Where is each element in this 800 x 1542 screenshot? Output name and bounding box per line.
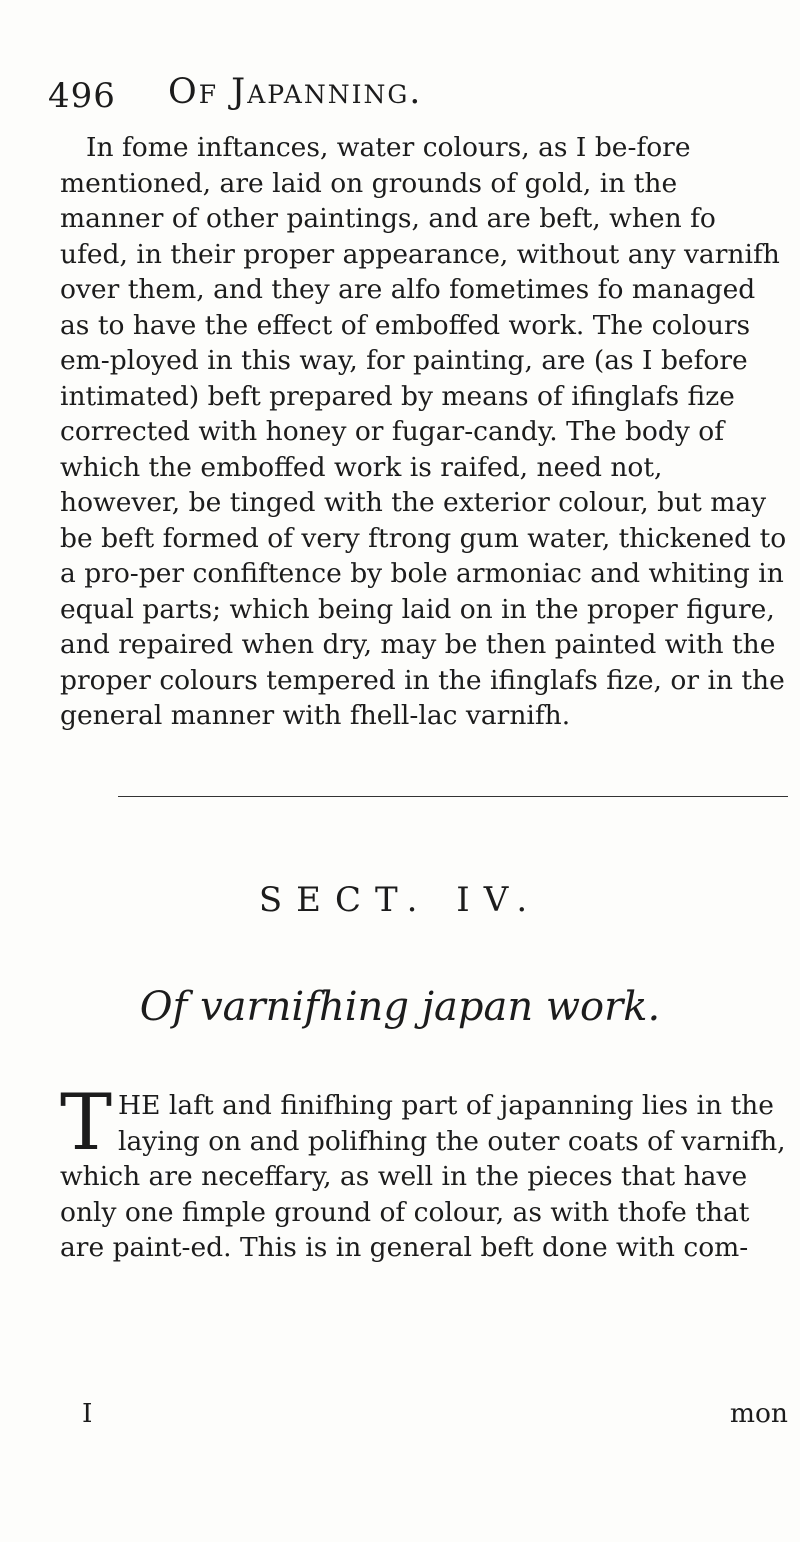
section-subtitle: Of varnifhing japan work. xyxy=(139,984,661,1030)
drop-cap-letter: T xyxy=(60,1078,113,1168)
paragraph-water-colours: In fome inftances, water colours, as I be‐fore mentioned, are laid on grounds of gold, in the manner of other paintings, and are beft, when fo ufed, in their proper appearance, without any varnifh over them, and they are alfo fometimes fo managed as to have the effect of emboffed work. The colours em‐ployed in this way, for painting, are (as I before intimated) beft prepared by means of ifinglafs fize corrected with honey or fugar‐candy. The body of which the emboffed work is raifed, need not, however, be tinged with the exterior colour, but may be beft formed of very ftrong gum water, thickened to a pro‐per confiftence by bole armoniac and whiting in equal parts; which being laid on in the proper figure, and repaired when dry, may be then painted with the proper colours tempered in the ifinglafs fize, or in the general manner with fhell-lac varnifh. xyxy=(60,132,787,731)
paragraph-varnishing xyxy=(60,1078,788,1266)
signature-mark: I xyxy=(82,1398,93,1429)
section-divider-rule xyxy=(118,796,788,797)
section-heading: SECT. IV. xyxy=(258,880,542,920)
running-title: Of Japanning. xyxy=(168,72,423,112)
catchword: mon xyxy=(729,1398,788,1429)
paragraph-varnishing-text: HE laft and finifhing part of japanning lies in the laying on and polifhing the outer coats of varnifh, which are neceffary, as well in the pieces that have only one fimple ground of colour, as with thofe that are paint‐ed. This is in general beft done with com‐ xyxy=(60,1090,786,1263)
page-footer xyxy=(60,1398,788,1434)
page-number: 496 xyxy=(48,76,116,116)
running-head xyxy=(48,72,788,132)
